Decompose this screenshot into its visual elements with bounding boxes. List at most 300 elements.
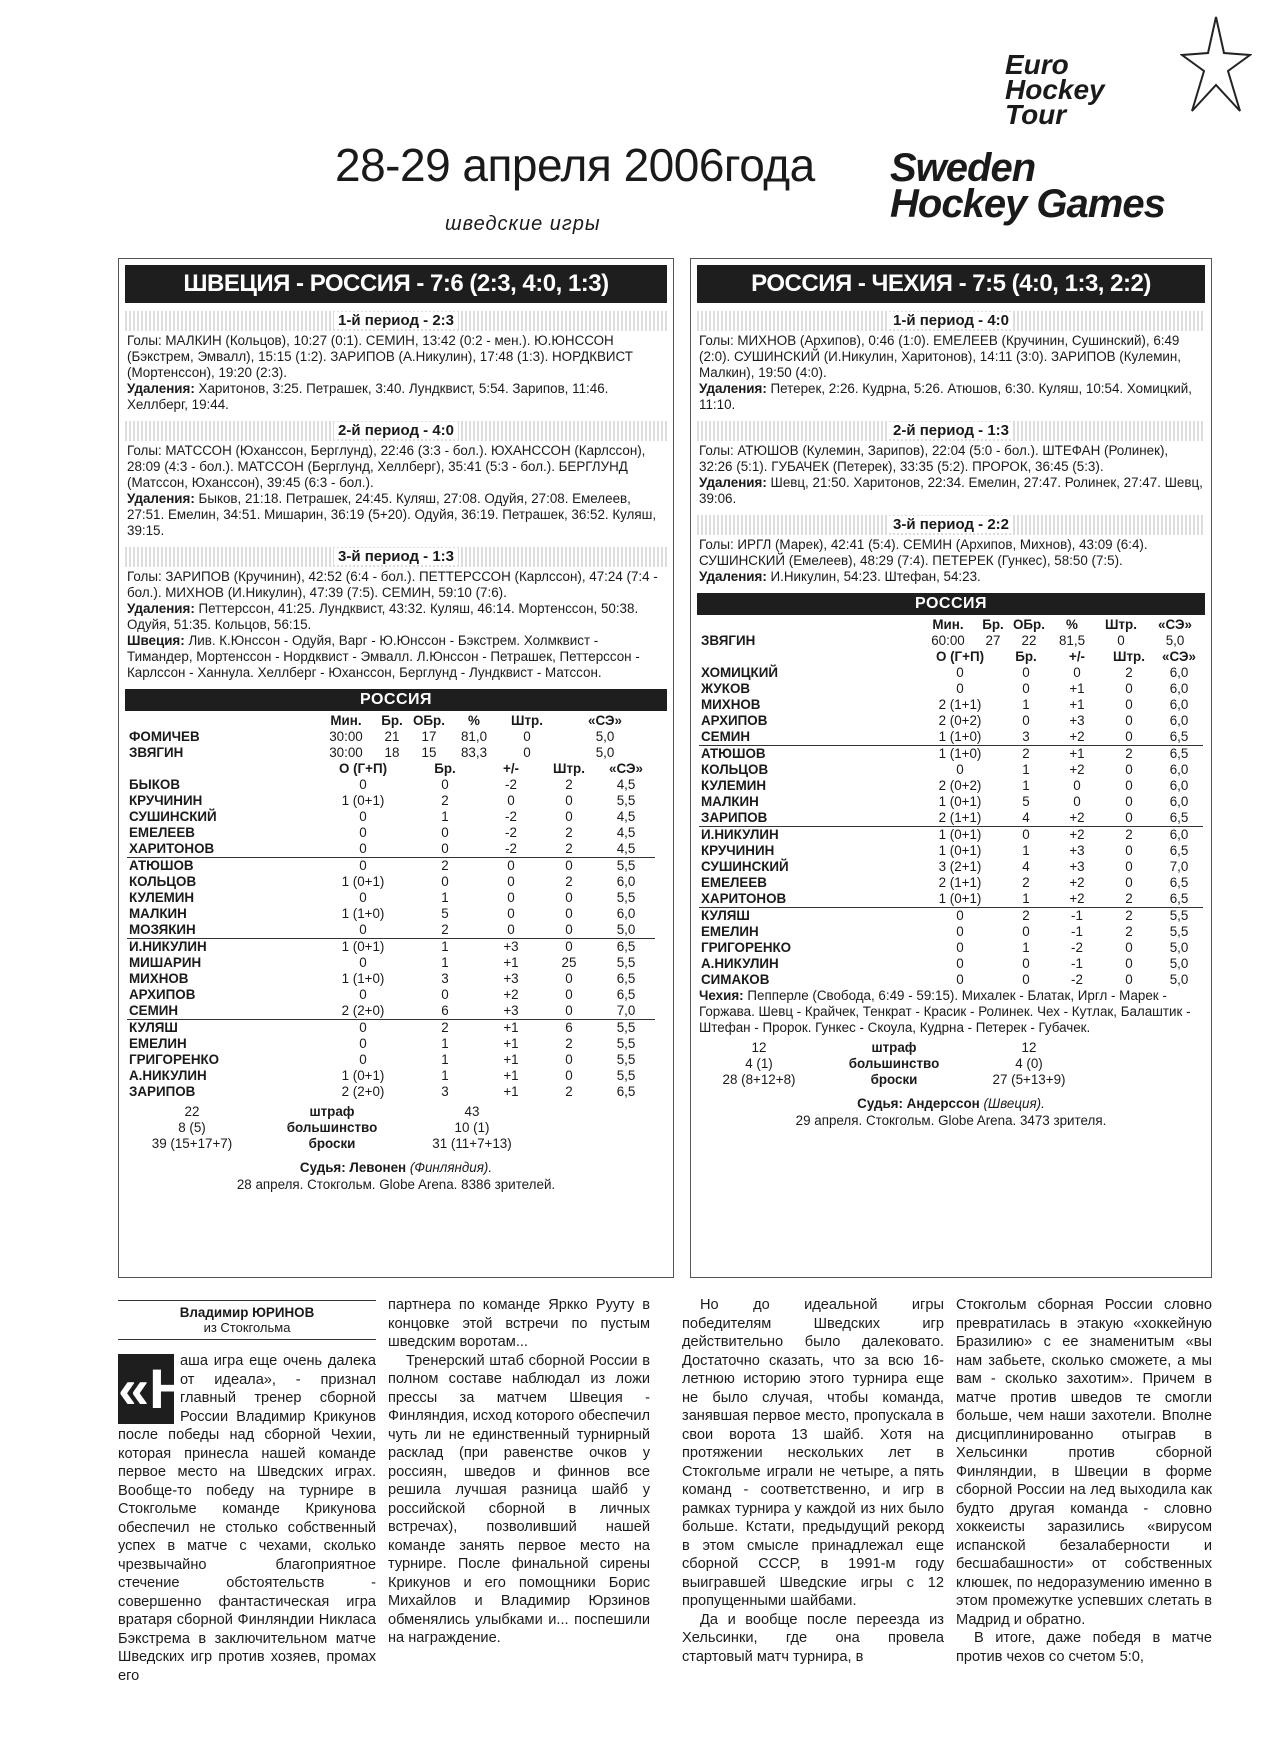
stat-value: 31 (11+7+13) xyxy=(432,1136,512,1151)
stat-cell: 2 (0+2) xyxy=(938,778,982,793)
stat-cell: 0 xyxy=(359,1036,367,1051)
stat-cell: 0 xyxy=(1073,794,1081,809)
player-name: КОЛЬЦОВ xyxy=(701,762,769,777)
stat-value: 43 xyxy=(464,1104,480,1119)
stat-cell: 2 xyxy=(1125,891,1133,906)
player-row xyxy=(699,972,1203,988)
game1-period-1-penalties: Удаления: Харитонов, 3:25. Петрашек, 3:40. Лундквист, 5:54. Зарипов, 11:46. Хеллберг, 19:44. xyxy=(127,381,609,412)
article-column-1: «Н аша игра еще очень далека от идеала», - признал главный тренер сборной России Владимир Крикунов после победы над сборной Чехии, которая принесла нашей команде первое место на Шведских играх. Вообще-то победу на турнире в Стокгольме команде Крикунова обеспечил не столько собственный успех в матче с чехами, сколько чрезвычайно благоприятное стечение обстоятельств - совершенно фантастическая игра вратаря сборной Финляндии Никласа Бэкстрема в заключительном матче Шведских игр против хозяев, промах его xyxy=(118,1353,376,1684)
stat-cell: +1 xyxy=(503,955,519,970)
player-row xyxy=(127,777,655,793)
player-name: СЕМИН xyxy=(129,1003,179,1018)
stat-cell: 1 xyxy=(441,890,449,905)
article-column-4: Стокгольм сборная России словно превратилась в этакую «хоккейную Бразилию» с ее знаменитым «вы нам забьете, сколько сможете, а мы вам - сколько захотим». Причем в матче против шведов те смогли больше, чем наши захотели. Вполне дисциплинированно отыграв в Хельсинки против сборной Финляндии, в Швеции в форме сборной России на лед выходила как будто другая команда - словно хоккеисты заразились «вирусом испанской безалаберности и бесшабашности» от собственных клюшек, по недоразумению именно в этом промежутке успевших слетать в Мадрид и обратно. В итоге, даже победя в матче против чехов со счетом 5:0, xyxy=(956,1297,1212,1665)
stat-cell: 5,5 xyxy=(616,955,636,970)
game1-period-3-goals: Голы: ЗАРИПОВ (Кручинин), 42:52 (6:4 - бол.). ПЕТТЕРССОН (Карлссон), 47:24 (7:4 - бол.). МИХНОВ (И.Никулин), 47:39 (7:5). СЕМИН, 59:10 (7:6). xyxy=(127,569,658,600)
player-row xyxy=(699,713,1203,729)
stat-cell: 0 xyxy=(359,955,367,970)
stat-cell: 0 xyxy=(507,793,515,808)
game1-title: ШВЕЦИЯ - РОССИЯ - 7:6 (2:3, 4:0, 1:3) xyxy=(125,265,667,303)
game2-venue: 29 апреля. Стокгольм. Globe Arena. 3473 зрителя. xyxy=(795,1113,1107,1128)
stat-cell: 6,0 xyxy=(1155,827,1203,844)
stat-cell: 5,0 xyxy=(595,745,615,760)
star-logo-icon xyxy=(1180,15,1252,115)
stat-cell: 2 xyxy=(565,841,573,856)
player-name: БЫКОВ xyxy=(129,777,180,792)
subtitle: шведские игры xyxy=(445,213,601,235)
player-name: СУШИНСКИЙ xyxy=(129,809,217,824)
stat-cell: +3 xyxy=(481,939,541,956)
player-name: А.НИКУЛИН xyxy=(129,1068,207,1083)
game1-period-2-goals: Голы: МАТССОН (Юханссон, Берглунд), 22:46 (3:3 - бол.). ЮХАНССОН (Карлссон), 28:09 (4:3 - бол.). МАТССОН (Берглунд, Хеллберг), 35:41 (5:3 - бол.). БЕРГЛУНД (Матссон, Юханссон), 39:45 (6:3 - бол.). xyxy=(127,443,646,490)
stat-cell: 2 xyxy=(1103,746,1155,763)
player-row xyxy=(127,858,655,875)
stat-cell: 0 xyxy=(441,841,449,856)
stat-cell: 0 xyxy=(956,762,964,777)
stat-cell: 4 xyxy=(1022,859,1030,874)
page-title: 28-29 апреля 2006года xyxy=(335,139,815,191)
game2-title: РОССИЯ - ЧЕХИЯ - 7:5 (4:0, 1:3, 2:2) xyxy=(697,265,1205,303)
player-row xyxy=(699,891,1203,908)
stat-cell: +3 xyxy=(503,1003,519,1018)
game2-period-1-goals: Голы: МИХНОВ (Архипов), 0:46 (1:0). ЕМЕЛЕЕВ (Кручинин, Сушинский), 6:49 (2:0). СУШИНСКИЙ (И.Никулин, Харитонов), 14:11 (3:0). ЗАРИПОВ (Кулемин, Малкин), 19:50 (4:0). xyxy=(699,333,1181,380)
player-row xyxy=(127,793,655,809)
stat-cell: 4,5 xyxy=(616,825,636,840)
stat-cell: 1 xyxy=(1022,891,1030,906)
stat-cell: 0 xyxy=(1022,924,1030,939)
stat-cell: 0 xyxy=(359,987,367,1002)
stat-cell: +3 xyxy=(1069,843,1085,858)
stat-value: 27 (5+13+9) xyxy=(992,1072,1066,1087)
stat-cell: 1 (0+1) xyxy=(938,794,982,809)
stat-cell: 2 (1+1) xyxy=(938,875,982,890)
stat-cell: 0 xyxy=(565,906,573,921)
stat-value: 28 (8+12+8) xyxy=(722,1072,796,1087)
stat-cell: 27 xyxy=(985,633,1001,648)
player-row xyxy=(127,841,655,858)
game2-totals-table xyxy=(699,1040,1089,1088)
player-name: КУЛЕМИН xyxy=(701,778,767,793)
player-row xyxy=(127,729,655,745)
player-name: ЗАРИПОВ xyxy=(701,810,768,825)
player-name: ЗВЯГИН xyxy=(701,633,756,648)
player-row xyxy=(127,971,655,987)
stat-value: 39 (15+17+7) xyxy=(151,1136,233,1151)
stat-cell: 4,5 xyxy=(616,777,636,792)
stat-cell: 5,5 xyxy=(616,1036,636,1051)
game1-referee: Судья: Левонен (Финляндия). xyxy=(299,1160,493,1175)
stat-cell: +2 xyxy=(503,987,519,1002)
totals-row xyxy=(127,1120,537,1136)
game2-goalie-table: Мин. Бр. ОБр. % Штр. «СЭ» ЗВЯГИН 60:00 27 22 81,5 0 5,0 xyxy=(699,617,1203,649)
stat-cell: 6,5 xyxy=(1155,746,1203,763)
stat-cell: 18 xyxy=(384,745,400,760)
stat-value: 4 (1) xyxy=(745,1056,773,1071)
player-row xyxy=(699,924,1203,940)
stat-cell: 0 xyxy=(1125,956,1133,971)
stat-cell: 5,5 xyxy=(616,890,636,905)
stat-cell: 6,0 xyxy=(616,906,636,921)
player-row xyxy=(699,697,1203,713)
player-row xyxy=(699,859,1203,875)
player-row xyxy=(699,794,1203,810)
player-row xyxy=(699,681,1203,697)
game2-panel xyxy=(690,258,1212,1278)
stat-cell: 5,5 xyxy=(597,858,655,875)
player-row xyxy=(699,746,1203,763)
stat-cell: -1 xyxy=(1071,924,1083,939)
stat-cell: 2 xyxy=(565,874,573,889)
player-row xyxy=(127,1003,655,1020)
player-row xyxy=(127,1068,655,1084)
game2-period-2-header: 2-й период - 1:3 xyxy=(697,421,1205,441)
stat-cell: 0 xyxy=(441,777,449,792)
stat-cell: 0 xyxy=(1125,843,1133,858)
stat-cell: 5,0 xyxy=(1169,972,1189,987)
stat-cell: 6,0 xyxy=(1169,713,1189,728)
stat-cell: 0 xyxy=(507,890,515,905)
stat-cell: 0 xyxy=(507,906,515,921)
game2-period-3-penalties: Удаления: И.Никулин, 54:23. Штефан, 54:23. xyxy=(699,569,981,584)
player-row xyxy=(127,987,655,1003)
stat-cell: 0 xyxy=(1125,972,1133,987)
stat-cell: 3 xyxy=(441,1084,449,1099)
stat-cell: 1 (0+1) xyxy=(919,827,1001,844)
stat-cell: 1 xyxy=(409,939,481,956)
stat-cell: 25 xyxy=(561,955,577,970)
player-name: ФОМИЧЕВ xyxy=(129,729,200,744)
stat-cell: 0 xyxy=(1125,794,1133,809)
game1-panel xyxy=(118,258,674,1278)
stat-cell: 0 xyxy=(919,908,1001,925)
stat-cell: 1 (1+0) xyxy=(341,906,385,921)
player-row xyxy=(127,906,655,922)
stat-label: броски xyxy=(870,1072,918,1087)
stat-cell: 2 xyxy=(1001,908,1051,925)
sweden-hockey-games-logo: Sweden Hockey Games xyxy=(890,146,1165,226)
stat-cell: +1 xyxy=(503,1068,519,1083)
stat-cell: -2 xyxy=(1071,972,1083,987)
stat-cell: 4,5 xyxy=(616,841,636,856)
stat-cell: 1 xyxy=(441,809,449,824)
stat-cell: 1 xyxy=(441,1052,449,1067)
stat-cell: 1 (0+1) xyxy=(341,874,385,889)
player-row xyxy=(699,762,1203,778)
stat-cell: 6,0 xyxy=(1169,665,1189,680)
player-name: МАЛКИН xyxy=(701,794,759,809)
stat-cell: 0 xyxy=(359,890,367,905)
player-name: ЕМЕЛЕЕВ xyxy=(701,875,767,890)
stat-cell: 0 xyxy=(359,809,367,824)
stat-cell: 1 xyxy=(1022,843,1030,858)
stat-cell: +2 xyxy=(1069,810,1085,825)
game2-period-2-penalties: Удаления: Шевц, 21:50. Харитонов, 22:34. Емелин, 27:47. Ролинек, 27:47. Шевц, 39:06. xyxy=(699,475,1203,506)
stat-cell: 0 xyxy=(956,924,964,939)
stat-cell: 0 xyxy=(523,729,531,744)
stat-value: 12 xyxy=(1021,1040,1037,1055)
game1-period-2-penalties: Удаления: Быков, 21:18. Петрашек, 24:45. Куляш, 27:08. Одуйя, 27:08. Емелеев, 27:51. Емелин, 34:51. Мишарин, 36:19 (5+20). Одуйя, 36:19. Петрашек, 36:52. Куляш, 39:15. xyxy=(127,491,657,538)
game1-skater-table: О (Г+П) Бр. +/- Штр. «СЭ» БЫКОВ 0 0 -2 2 4,5 КРУЧИНИН 1 (0+1) 2 0 0 5,5 СУШИНСКИЙ 0 1 -2 0 4,5 ЕМЕЛЕЕВ 0 0 -2 2 4,5 ХАРИТОНОВ 0 0 -2 2 4,5 АТЮШОВ 0 2 0 0 5,5 КОЛЬЦОВ 1 (0+1) 0 0 2 6,0 КУЛЕМИН 0 1 0 0 5,5 МАЛКИН 1 (1+0) 5 0 0 6,0 МОЗЯКИН 0 2 0 0 5,0 И.НИКУЛИН 1 (0+1) 1 +3 0 6,5 МИШАРИН 0 1 +1 25 5,5 МИХНОВ 1 (1+0) 3 +3 0 6,5 АРХИПОВ 0 0 +2 0 6,5 СЕМИН 2 (2+0) 6 +3 0 7,0 КУЛЯШ 0 2 +1 6 5,5 ЕМЕЛИН 0 1 +1 2 5,5 ГРИГОРЕНКО 0 1 +1 0 5,5 А.НИКУЛИН 1 (0+1) 1 +1 0 5,5 ЗАРИПОВ 2 (2+0) 3 +1 2 6,5 xyxy=(127,761,655,1100)
stat-label: броски xyxy=(308,1136,356,1151)
stat-cell: 2 xyxy=(565,777,573,792)
stat-cell: 0 xyxy=(1125,859,1133,874)
player-row xyxy=(699,875,1203,891)
game2-period-3-header: 3-й период - 2:2 xyxy=(697,515,1205,535)
stat-cell: 6 xyxy=(541,1020,597,1037)
totals-row xyxy=(127,1136,537,1152)
stat-cell: 3 xyxy=(441,971,449,986)
player-name: КУЛЯШ xyxy=(699,908,919,925)
stat-cell: 0 xyxy=(359,841,367,856)
totals-row xyxy=(699,1072,1089,1088)
stat-cell: 2 xyxy=(565,825,573,840)
player-name: СИМАКОВ xyxy=(701,972,770,987)
totals-row xyxy=(699,1056,1089,1072)
stat-cell: 1 xyxy=(441,1036,449,1051)
stat-cell: 0 xyxy=(1125,778,1133,793)
stat-cell: 2 xyxy=(565,1084,573,1099)
stat-cell: 0 xyxy=(565,1003,573,1018)
stat-cell: 0 xyxy=(317,858,409,875)
stat-cell: +1 xyxy=(481,1020,541,1037)
stat-cell: 1 (0+1) xyxy=(317,939,409,956)
game2-period-2-goals: Голы: АТЮШОВ (Кулемин, Зарипов), 22:04 (5:0 - бол.). ШТЕФАН (Ролинек), 32:26 (5:1). ГУБАЧЕК (Петерек), 33:35 (5:2). ПРОРОК, 36:45 (5:3). xyxy=(699,443,1169,474)
article-column-3: Но до идеальной игры победителям Шведских игр действительно было далековато. Достаточно сказать, что за всю 16-летнюю историю этого турнира еще не было случая, чтобы команда, занявшая первое место, пропускала в свои ворота 13 шайб. Хотя на протяжении нескольких лет в Стокгольме играли не четыре, а пять команд - соответственно, и игр в рамках турнира у каждой из них было больше. Кстати, предыдущий рекорд в этом смысле принадлежал еще сборной СССР, в 1991-м году выигравшей Шведские игры с 12 пропущенными шайбами. Да и вообще после переезда из Хельсинки, где она провела стартовый матч турнира, в xyxy=(682,1297,944,1665)
player-row xyxy=(127,890,655,906)
player-name: ЕМЕЛИН xyxy=(701,924,759,939)
stat-cell: 5,5 xyxy=(597,1020,655,1037)
stat-cell: 1 xyxy=(1022,778,1030,793)
stat-cell: 5,5 xyxy=(1169,924,1189,939)
stat-cell: 2 (0+2) xyxy=(938,713,982,728)
player-name: МОЗЯКИН xyxy=(129,922,196,937)
stat-cell: 2 (2+0) xyxy=(341,1003,385,1018)
game1-period-3-penalties: Удаления: Петтерссон, 41:25. Лундквист, 43:32. Куляш, 46:14. Мортенссон, 50:38. Одуйя, 51:35. Кольцов, 56:15. xyxy=(127,601,639,632)
game1-period-1-goals: Голы: МАЛКИН (Кольцов), 10:27 (0:1). СЕМИН, 13:42 (0:2 - мен.). Ю.ЮНССОН (Бэкстрем, Эмвалл), 15:15 (1:2). ЗАРИПОВ (А.Никулин), 17:48 (1:3). НОРДКВИСТ (Мортенссон), 19:20 (2:3). xyxy=(127,333,633,380)
stat-cell: 2 xyxy=(1103,827,1155,844)
stat-cell: 0 xyxy=(481,858,541,875)
stat-value: 4 (0) xyxy=(1015,1056,1043,1071)
stat-value: 10 (1) xyxy=(454,1120,490,1135)
stat-label: штраф xyxy=(309,1104,355,1119)
game1-period-1-header: 1-й период - 2:3 xyxy=(125,311,667,331)
game1-sweden-lineup: Швеция: Лив. К.Юнссон - Одуйя, Варг - Ю.Юнссон - Бэкстрем. Холмквист - Тимандер, Мортенссон - Нордквист - Эмвалл. Л.Юнссон - Петрашек, Петтерссон - Карлссон - Ханнула. Хеллберг - Юханссон, Берглунд - Лундквист - Матссон. xyxy=(127,633,640,680)
player-row xyxy=(699,729,1203,746)
player-row xyxy=(699,827,1203,844)
stat-cell: 1 xyxy=(1022,762,1030,777)
stat-value: 8 (5) xyxy=(178,1120,206,1135)
stat-label: штраф xyxy=(871,1040,917,1055)
stat-cell: 5,5 xyxy=(616,1052,636,1067)
player-name: КРУЧИНИН xyxy=(129,793,203,808)
stat-cell: 5 xyxy=(1022,794,1030,809)
player-name: ХОМИЦКИЙ xyxy=(701,665,778,680)
author-location: из Стокгольма xyxy=(203,1320,291,1335)
stat-cell: 0 xyxy=(565,922,573,937)
game2-czech-lineup: Чехия: Пепперле (Свобода, 6:49 - 59:15). Михалек - Блатак, Иргл - Марек - Горжава. Шевц - Крайчек, Тенкрат - Красик - Ролинек. Чех - Кутлак, Балаштик - Штефан - Пророк. Гункес - Скоула, Кудрна - Петерек - Губачек. xyxy=(699,988,1191,1035)
player-row xyxy=(127,1084,655,1100)
stat-cell: +2 xyxy=(1069,729,1085,744)
player-name: АТЮШОВ xyxy=(127,858,317,875)
game1-venue: 28 апреля. Стокгольм. Globe Arena. 8386 зрителей. xyxy=(236,1177,556,1192)
stat-cell: 0 xyxy=(956,665,964,680)
stat-cell: 2 xyxy=(409,858,481,875)
stat-cell: 1 xyxy=(1022,940,1030,955)
stat-cell: 0 xyxy=(1125,729,1133,744)
stat-cell: +3 xyxy=(1069,859,1085,874)
stat-cell: 6,5 xyxy=(1169,875,1189,890)
stat-cell: 0 xyxy=(565,1068,573,1083)
stat-cell: 0 xyxy=(1073,778,1081,793)
stat-cell: 2 xyxy=(1125,924,1133,939)
player-name: ЗВЯГИН xyxy=(129,745,184,760)
stat-cell: 0 xyxy=(441,987,449,1002)
stat-cell: 0 xyxy=(507,922,515,937)
player-row xyxy=(699,778,1203,794)
stat-cell: 6,5 xyxy=(616,971,636,986)
player-row xyxy=(699,843,1203,859)
stat-cell: 0 xyxy=(1022,713,1030,728)
stat-cell: 6,5 xyxy=(1169,843,1189,858)
stat-cell: 2 (1+1) xyxy=(938,810,982,825)
stat-cell: 6,0 xyxy=(1169,681,1189,696)
stat-cell: -2 xyxy=(505,825,517,840)
player-name: ГРИГОРЕНКО xyxy=(701,940,792,955)
stat-cell: 6,0 xyxy=(1169,762,1189,777)
player-row xyxy=(699,940,1203,956)
game1-totals-table xyxy=(127,1104,537,1152)
player-name: ГРИГОРЕНКО xyxy=(129,1052,220,1067)
stat-cell: 5,0 xyxy=(1165,633,1185,648)
player-row xyxy=(127,955,655,971)
stat-cell: +3 xyxy=(503,971,519,986)
player-name: АРХИПОВ xyxy=(701,713,768,728)
stat-cell: 1 (1+0) xyxy=(341,971,385,986)
player-name: КУЛЕМИН xyxy=(129,890,195,905)
game1-period-3-header: 3-й период - 1:3 xyxy=(125,547,667,567)
stat-cell: 0 xyxy=(565,793,573,808)
player-row xyxy=(127,825,655,841)
stat-cell: 0 xyxy=(1125,762,1133,777)
player-name: СУШИНСКИЙ xyxy=(701,859,789,874)
game2-period-3-goals: Голы: ИРГЛ (Марек), 42:41 (5:4). СЕМИН (Архипов, Михнов), 43:09 (6:4). СУШИНСКИЙ (Емелеев), 48:29 (7:4). ПЕТЕРЕК (Гункес), 58:50 (7:5). xyxy=(699,537,1148,568)
player-name: ЕМЕЛЕЕВ xyxy=(129,825,195,840)
stat-cell: +1 xyxy=(503,1052,519,1067)
stat-cell: 6,5 xyxy=(1169,891,1189,906)
stat-cell: 2 xyxy=(409,1020,481,1037)
stat-cell: 21 xyxy=(384,729,400,744)
stat-cell: 0 xyxy=(1125,875,1133,890)
player-row xyxy=(699,633,1203,649)
totals-row xyxy=(127,1104,537,1120)
stat-cell: 2 xyxy=(1125,665,1133,680)
stat-cell: 2 xyxy=(441,922,449,937)
player-row xyxy=(127,874,655,890)
stat-cell: 1 (0+1) xyxy=(341,1068,385,1083)
stat-label: большинство xyxy=(848,1056,940,1071)
stat-cell: -2 xyxy=(505,841,517,856)
stat-cell: 0 xyxy=(565,1052,573,1067)
stat-cell: 6,5 xyxy=(1169,810,1189,825)
stat-cell: 0 xyxy=(359,1052,367,1067)
stat-cell: 0 xyxy=(1073,665,1081,680)
player-name: И.НИКУЛИН xyxy=(127,939,317,956)
player-row xyxy=(127,809,655,825)
stat-cell: 0 xyxy=(541,858,597,875)
stat-cell: 6,0 xyxy=(1169,778,1189,793)
player-row xyxy=(127,1036,655,1052)
stat-cell: 0 xyxy=(565,987,573,1002)
stat-cell: +2 xyxy=(1069,875,1085,890)
stat-cell: 1 (0+1) xyxy=(341,793,385,808)
player-name: КУЛЯШ xyxy=(127,1020,317,1037)
player-name: СЕМИН xyxy=(701,729,751,744)
stat-cell: -2 xyxy=(505,777,517,792)
stat-cell: 5,0 xyxy=(595,729,615,744)
stat-cell: 0 xyxy=(541,939,597,956)
stat-cell: 0 xyxy=(1117,633,1125,648)
stat-cell: 0 xyxy=(523,745,531,760)
stat-cell: 15 xyxy=(421,745,437,760)
stat-cell: 0 xyxy=(1125,810,1133,825)
game1-period-2-header: 2-й период - 4:0 xyxy=(125,421,667,441)
stat-cell: 6,5 xyxy=(616,1084,636,1099)
stat-cell: 0 xyxy=(1022,956,1030,971)
stat-cell: 81,0 xyxy=(460,729,488,744)
stat-cell: 6,0 xyxy=(1169,794,1189,809)
stat-cell: 0 xyxy=(565,971,573,986)
stat-cell: 6,5 xyxy=(1169,729,1189,744)
stat-cell: 0 xyxy=(1125,940,1133,955)
stat-value: 22 xyxy=(184,1104,200,1119)
stat-cell: 0 xyxy=(1001,827,1051,844)
stat-cell: 0 xyxy=(1125,697,1133,712)
game2-team-header: РОССИЯ xyxy=(697,593,1205,615)
player-name: ЕМЕЛИН xyxy=(129,1036,187,1051)
stat-cell: 0 xyxy=(1125,681,1133,696)
player-name: ЗАРИПОВ xyxy=(129,1084,196,1099)
stat-cell: 1 (0+1) xyxy=(938,891,982,906)
stat-cell: 30:00 xyxy=(329,745,363,760)
game1-goalie-table: Мин. Бр. ОБр. % Штр. «СЭ» ФОМИЧЕВ 30:00 21 17 81,0 0 5,0 ЗВЯГИН 30:00 18 15 83,3 0 5,0 xyxy=(127,713,655,761)
stat-cell: 0 xyxy=(359,922,367,937)
stat-cell: 0 xyxy=(441,874,449,889)
player-row xyxy=(127,922,655,939)
stat-cell: 2 xyxy=(1022,875,1030,890)
stat-cell: 0 xyxy=(1022,681,1030,696)
player-row xyxy=(699,956,1203,972)
stat-cell: 6,5 xyxy=(616,987,636,1002)
stat-cell: -2 xyxy=(1071,940,1083,955)
stat-cell: 7,0 xyxy=(1169,859,1189,874)
drop-cap: «Н xyxy=(118,1354,174,1424)
player-name: И.НИКУЛИН xyxy=(699,827,919,844)
player-name: МИШАРИН xyxy=(129,955,202,970)
player-name: КОЛЬЦОВ xyxy=(129,874,197,889)
stat-cell: 1 xyxy=(1022,697,1030,712)
stat-cell: 4 xyxy=(1022,810,1030,825)
stat-cell: 1 (0+1) xyxy=(938,843,982,858)
stat-cell: 0 xyxy=(359,777,367,792)
stat-cell: 2 xyxy=(565,1036,573,1051)
stat-cell: 30:00 xyxy=(329,729,363,744)
stat-cell: 6,0 xyxy=(616,874,636,889)
stat-cell: +1 xyxy=(1069,681,1085,696)
stat-cell: +2 xyxy=(1069,891,1085,906)
stat-cell: 3 (2+1) xyxy=(938,859,982,874)
stat-cell: 0 xyxy=(1022,665,1030,680)
stat-cell: 0 xyxy=(507,874,515,889)
